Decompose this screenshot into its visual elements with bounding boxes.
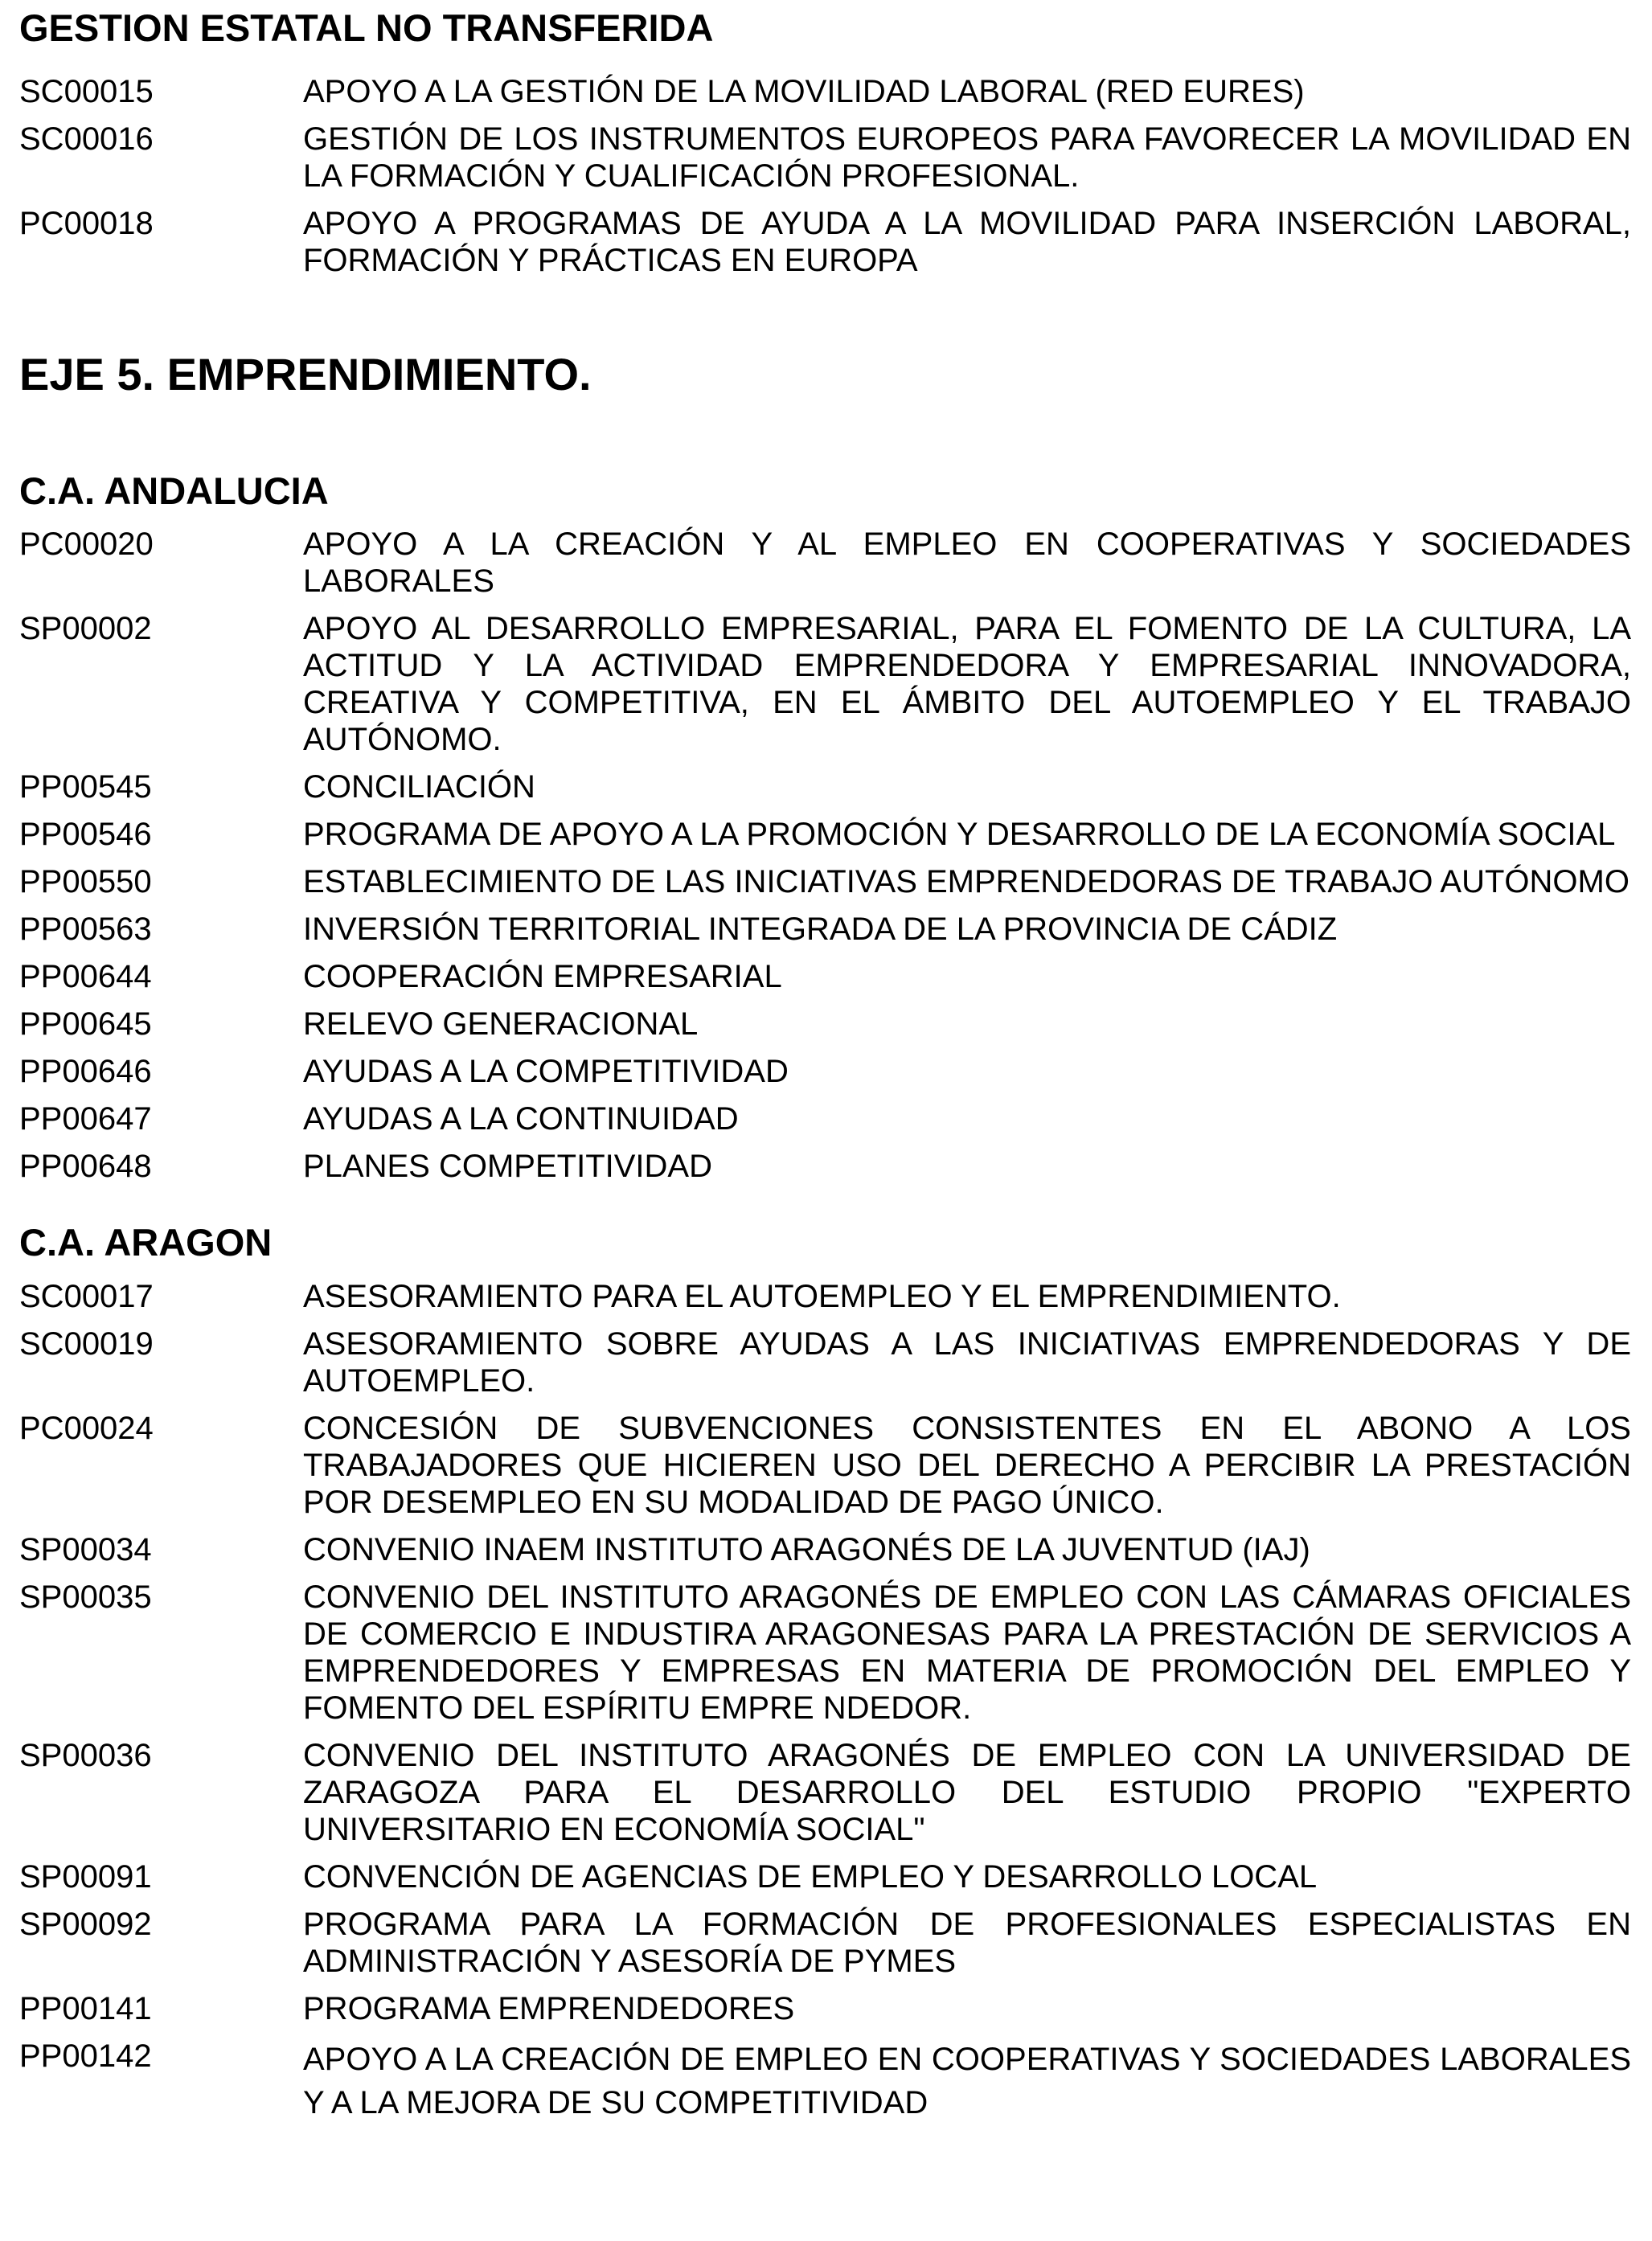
entry-code: SC00015: [19, 74, 154, 109]
list-item: [19, 958, 1631, 995]
list-item: [19, 1410, 1631, 1521]
entry-text: INVERSIÓN TERRITORIAL INTEGRADA DE LA PROVINCIA DE CÁDIZ: [303, 912, 1338, 947]
entry-code: SC00019: [19, 1326, 154, 1362]
entry-text: PLANES COMPETITIVIDAD: [303, 1149, 712, 1184]
entry-code: PP00646: [19, 1054, 152, 1089]
list-item: [19, 911, 1631, 948]
entry-code: SP00034: [19, 1532, 152, 1567]
entry-code: PC00024: [19, 1411, 154, 1446]
entry-code: PP00648: [19, 1149, 152, 1184]
entry-code: PC00020: [19, 526, 154, 562]
list-item: [19, 610, 1631, 758]
section-title-aragon: C.A. ARAGON: [19, 1221, 273, 1264]
entry-text: ASESORAMIENTO PARA EL AUTOEMPLEO Y EL EMPRENDIMIENTO.: [303, 1279, 1341, 1314]
axis-title: EJE 5. EMPRENDIMIENTO.: [19, 349, 592, 399]
entry-code: SP00091: [19, 1859, 152, 1895]
list-item: [19, 2038, 1631, 2124]
entry-text: APOYO A LA CREACIÓN Y AL EMPLEO EN COOPERATIVAS Y SOCIEDADES LABORALES: [303, 526, 1631, 599]
entry-text: AYUDAS A LA CONTINUIDAD: [303, 1101, 739, 1137]
entry-code: SP00036: [19, 1738, 152, 1773]
entry-text: PROGRAMA DE APOYO A LA PROMOCIÓN Y DESARROLLO DE LA ECONOMÍA SOCIAL: [303, 817, 1616, 852]
entry-text: CONCESIÓN DE SUBVENCIONES CONSISTENTES EN EL ABONO A LOS TRABAJADORES QUE HICIEREN USO DEL DERECHO A PERCIBIR LA PRESTACIÓN POR DESEMPLEO EN SU MODALIDAD DE PAGO ÚNICO.: [303, 1411, 1631, 1520]
entries-gestion-estatal: [19, 73, 1631, 279]
section-title-gestion-estatal: GESTION ESTATAL NO TRANSFERIDA: [19, 6, 714, 49]
list-item: [19, 73, 1631, 110]
list-item: [19, 1278, 1631, 1315]
section-title-andalucia: C.A. ANDALUCIA: [19, 469, 329, 512]
entry-code: SP00035: [19, 1579, 152, 1615]
entry-text: CONCILIACIÓN: [303, 769, 535, 805]
list-item: [19, 1579, 1631, 1727]
entry-code: PP00141: [19, 1991, 152, 2026]
entry-code: PC00018: [19, 206, 154, 241]
entry-code: PP00545: [19, 769, 152, 805]
list-item: [19, 1858, 1631, 1895]
entry-text: CONVENIO DEL INSTITUTO ARAGONÉS DE EMPLEO CON LAS CÁMARAS OFICIALES DE COMERCIO E INDUSTIRA ARAGONESAS PARA LA PRESTACIÓN DE SERVICIOS A EMPRENDEDORES Y EMPRESAS EN MATERIA DE PROMOCIÓN DEL EMPLEO Y FOMENTO DEL ESPÍRITU EMPRE NDEDOR.: [303, 1579, 1631, 1726]
entry-code: PP00647: [19, 1101, 152, 1137]
entry-code: PP00142: [19, 2038, 152, 2074]
entry-code: SC00017: [19, 1279, 154, 1314]
entry-text: CONVENIO INAEM INSTITUTO ARAGONÉS DE LA JUVENTUD (IAJ): [303, 1532, 1310, 1567]
list-item: [19, 1990, 1631, 2027]
list-item: [19, 863, 1631, 900]
list-item: [19, 1100, 1631, 1137]
entry-text: GESTIÓN DE LOS INSTRUMENTOS EUROPEOS PARA FAVORECER LA MOVILIDAD EN LA FORMACIÓN Y CUALIFICACIÓN PROFESIONAL.: [303, 121, 1631, 194]
entry-text: CONVENCIÓN DE AGENCIAS DE EMPLEO Y DESARROLLO LOCAL: [303, 1859, 1318, 1895]
entry-code: PP00546: [19, 817, 152, 852]
list-item: [19, 1737, 1631, 1848]
entry-code: SP00002: [19, 611, 152, 646]
list-item: [19, 121, 1631, 195]
entry-text: APOYO A LA GESTIÓN DE LA MOVILIDAD LABORAL (RED EURES): [303, 74, 1305, 109]
list-item: [19, 1906, 1631, 1980]
entry-code: PP00644: [19, 959, 152, 994]
document-page: [19, 0, 1631, 2124]
list-item: [19, 1006, 1631, 1043]
entry-code: SC00016: [19, 121, 154, 157]
list-item: [19, 1053, 1631, 1090]
list-item: [19, 526, 1631, 600]
list-item: [19, 1325, 1631, 1399]
entry-text: AYUDAS A LA COMPETITIVIDAD: [303, 1054, 789, 1089]
list-item: [19, 1531, 1631, 1568]
list-item: [19, 816, 1631, 853]
entry-text: PROGRAMA PARA LA FORMACIÓN DE PROFESIONALES ESPECIALISTAS EN ADMINISTRACIÓN Y ASESORÍA DE PYMES: [303, 1907, 1631, 1979]
entry-text: ESTABLECIMIENTO DE LAS INICIATIVAS EMPRENDEDORAS DE TRABAJO AUTÓNOMO: [303, 864, 1629, 899]
entry-text: APOYO A LA CREACIÓN DE EMPLEO EN COOPERATIVAS Y SOCIEDADES LABORALES Y A LA MEJORA DE SU COMPETITIVIDAD: [303, 2042, 1631, 2120]
entries-andalucia: [19, 526, 1631, 1185]
entry-code: PP00563: [19, 912, 152, 947]
entry-code: PP00550: [19, 864, 152, 899]
entry-text: CONVENIO DEL INSTITUTO ARAGONÉS DE EMPLEO CON LA UNIVERSIDAD DE ZARAGOZA PARA EL DESARROLLO DEL ESTUDIO PROPIO "EXPERTO UNIVERSITARIO EN ECONOMÍA SOCIAL": [303, 1738, 1631, 1847]
entry-text: COOPERACIÓN EMPRESARIAL: [303, 959, 782, 994]
list-item: [19, 768, 1631, 805]
list-item: [19, 205, 1631, 279]
entry-text: ASESORAMIENTO SOBRE AYUDAS A LAS INICIATIVAS EMPRENDEDORAS Y DE AUTOEMPLEO.: [303, 1326, 1631, 1399]
list-item: [19, 1148, 1631, 1185]
entry-text: RELEVO GENERACIONAL: [303, 1006, 699, 1042]
entry-code: PP00645: [19, 1006, 152, 1042]
entry-code: SP00092: [19, 1907, 152, 1942]
entry-text: APOYO A PROGRAMAS DE AYUDA A LA MOVILIDAD PARA INSERCIÓN LABORAL, FORMACIÓN Y PRÁCTICAS EN EUROPA: [303, 206, 1631, 278]
entry-text: APOYO AL DESARROLLO EMPRESARIAL, PARA EL FOMENTO DE LA CULTURA, LA ACTITUD Y LA ACTIVIDAD EMPRENDEDORA Y EMPRESARIAL INNOVADORA, CREATIVA Y COMPETITIVA, EN EL ÁMBITO DEL AUTOEMPLEO Y EL TRABAJO AUTÓNOMO.: [303, 611, 1631, 757]
entry-text: PROGRAMA EMPRENDEDORES: [303, 1991, 795, 2026]
entries-aragon: [19, 1278, 1631, 2124]
